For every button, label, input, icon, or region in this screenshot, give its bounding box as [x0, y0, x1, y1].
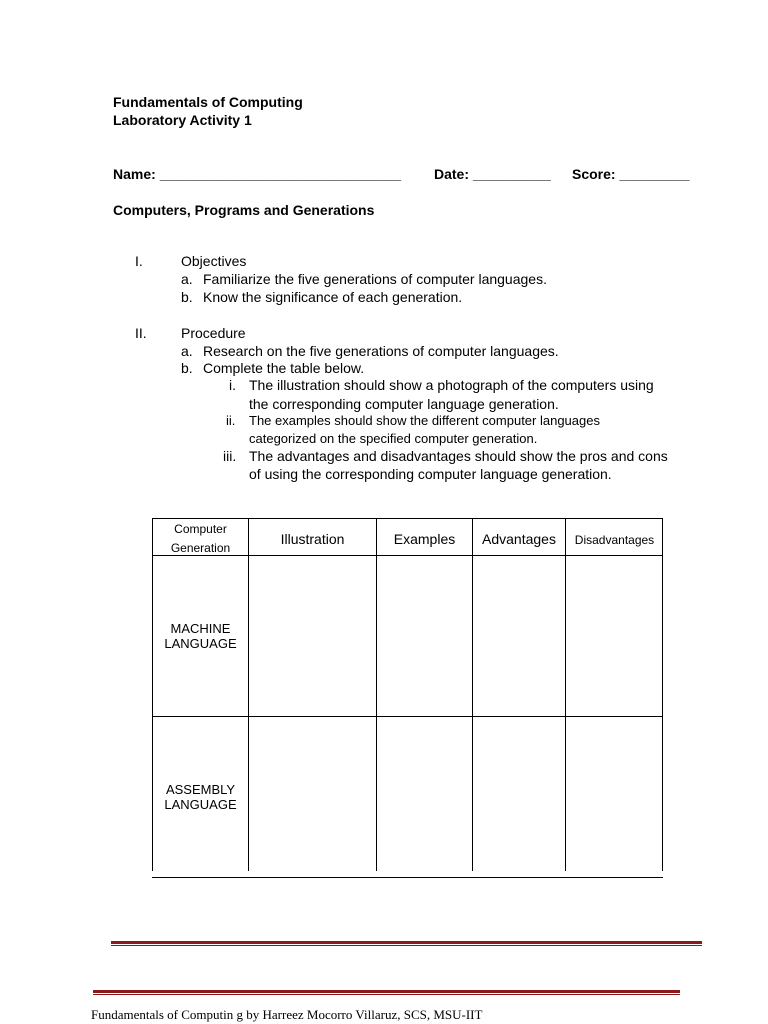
name-blank: _______________________________ — [159, 166, 402, 182]
row-label-line: LANGUAGE — [164, 636, 237, 651]
table-col-border — [376, 518, 377, 871]
subitem-line: The illustration should show a photograph of the computers using — [249, 377, 654, 393]
objective-item: Familiarize the five generations of computer languages. — [203, 271, 547, 287]
footer-credit: Fundamentals of Computin g by Harreez Mocorro Villaruz, SCS, MSU-IIT — [91, 1007, 483, 1022]
subitem-line: of using the corresponding computer language generation. — [249, 466, 612, 482]
procedure-marker: a. — [181, 343, 193, 359]
name-label: Name: — [113, 166, 160, 182]
row-label-line: LANGUAGE — [164, 797, 237, 812]
date-blank: __________ — [472, 166, 551, 182]
header-examples: Examples — [393, 531, 456, 547]
footer-rule-bottom-thin — [93, 994, 680, 995]
header-generation-line: Computer — [174, 522, 227, 536]
header-advantages: Advantages — [482, 531, 556, 547]
table-col-border — [248, 518, 249, 871]
objectives-heading: Objectives — [181, 253, 247, 269]
subitem-line: categorized on the specified computer generation. — [249, 431, 538, 446]
objective-item: Know the significance of each generation. — [203, 289, 463, 305]
table-row-divider — [152, 716, 663, 717]
subitem-line: The advantages and disadvantages should show the pros and cons — [249, 448, 668, 464]
table-col-border — [662, 518, 663, 871]
table-col-border — [472, 518, 473, 871]
subitem-marker: i. — [229, 377, 236, 393]
objective-marker: a. — [181, 271, 193, 287]
table-col-border — [152, 518, 153, 871]
subitem-marker: ii. — [226, 413, 236, 428]
row-label-machine — [153, 621, 248, 651]
activity-title: Laboratory Activity 1 — [113, 112, 252, 128]
date-field — [434, 166, 551, 182]
table-border-top — [152, 518, 663, 519]
header-disadvantages: Disadvantages — [574, 533, 655, 547]
course-title: Fundamentals of Computing — [113, 94, 303, 110]
footer-rule-top — [111, 941, 702, 944]
score-field — [572, 166, 690, 182]
name-field — [113, 166, 401, 182]
procedure-item: Research on the five generations of computer languages. — [203, 343, 559, 359]
header-generation — [153, 520, 248, 558]
subitem-marker: iii. — [223, 448, 237, 464]
date-label: Date: — [434, 166, 473, 182]
row-label-line: ASSEMBLY — [165, 782, 236, 797]
procedure-numeral: II. — [135, 325, 147, 341]
section-title: Computers, Programs and Generations — [113, 202, 375, 218]
objectives-numeral: I. — [135, 253, 143, 269]
score-label: Score: — [572, 166, 620, 182]
procedure-marker: b. — [181, 360, 193, 376]
subitem-line: the corresponding computer language generation. — [249, 396, 559, 412]
table-border-bottom — [152, 877, 663, 878]
header-generation-line: Generation — [170, 541, 231, 555]
procedure-item: Complete the table below. — [203, 360, 365, 376]
row-label-line: MACHINE — [170, 621, 231, 636]
table-col-border — [565, 518, 566, 871]
row-label-assembly — [153, 782, 248, 812]
score-blank: _________ — [619, 166, 690, 182]
procedure-heading: Procedure — [181, 325, 246, 341]
header-illustration: Illustration — [280, 531, 345, 547]
subitem-line: The examples should show the different computer languages — [249, 413, 600, 428]
footer-rule-bottom — [93, 990, 680, 993]
objective-marker: b. — [181, 289, 193, 305]
footer-rule-top-thin — [111, 945, 702, 946]
